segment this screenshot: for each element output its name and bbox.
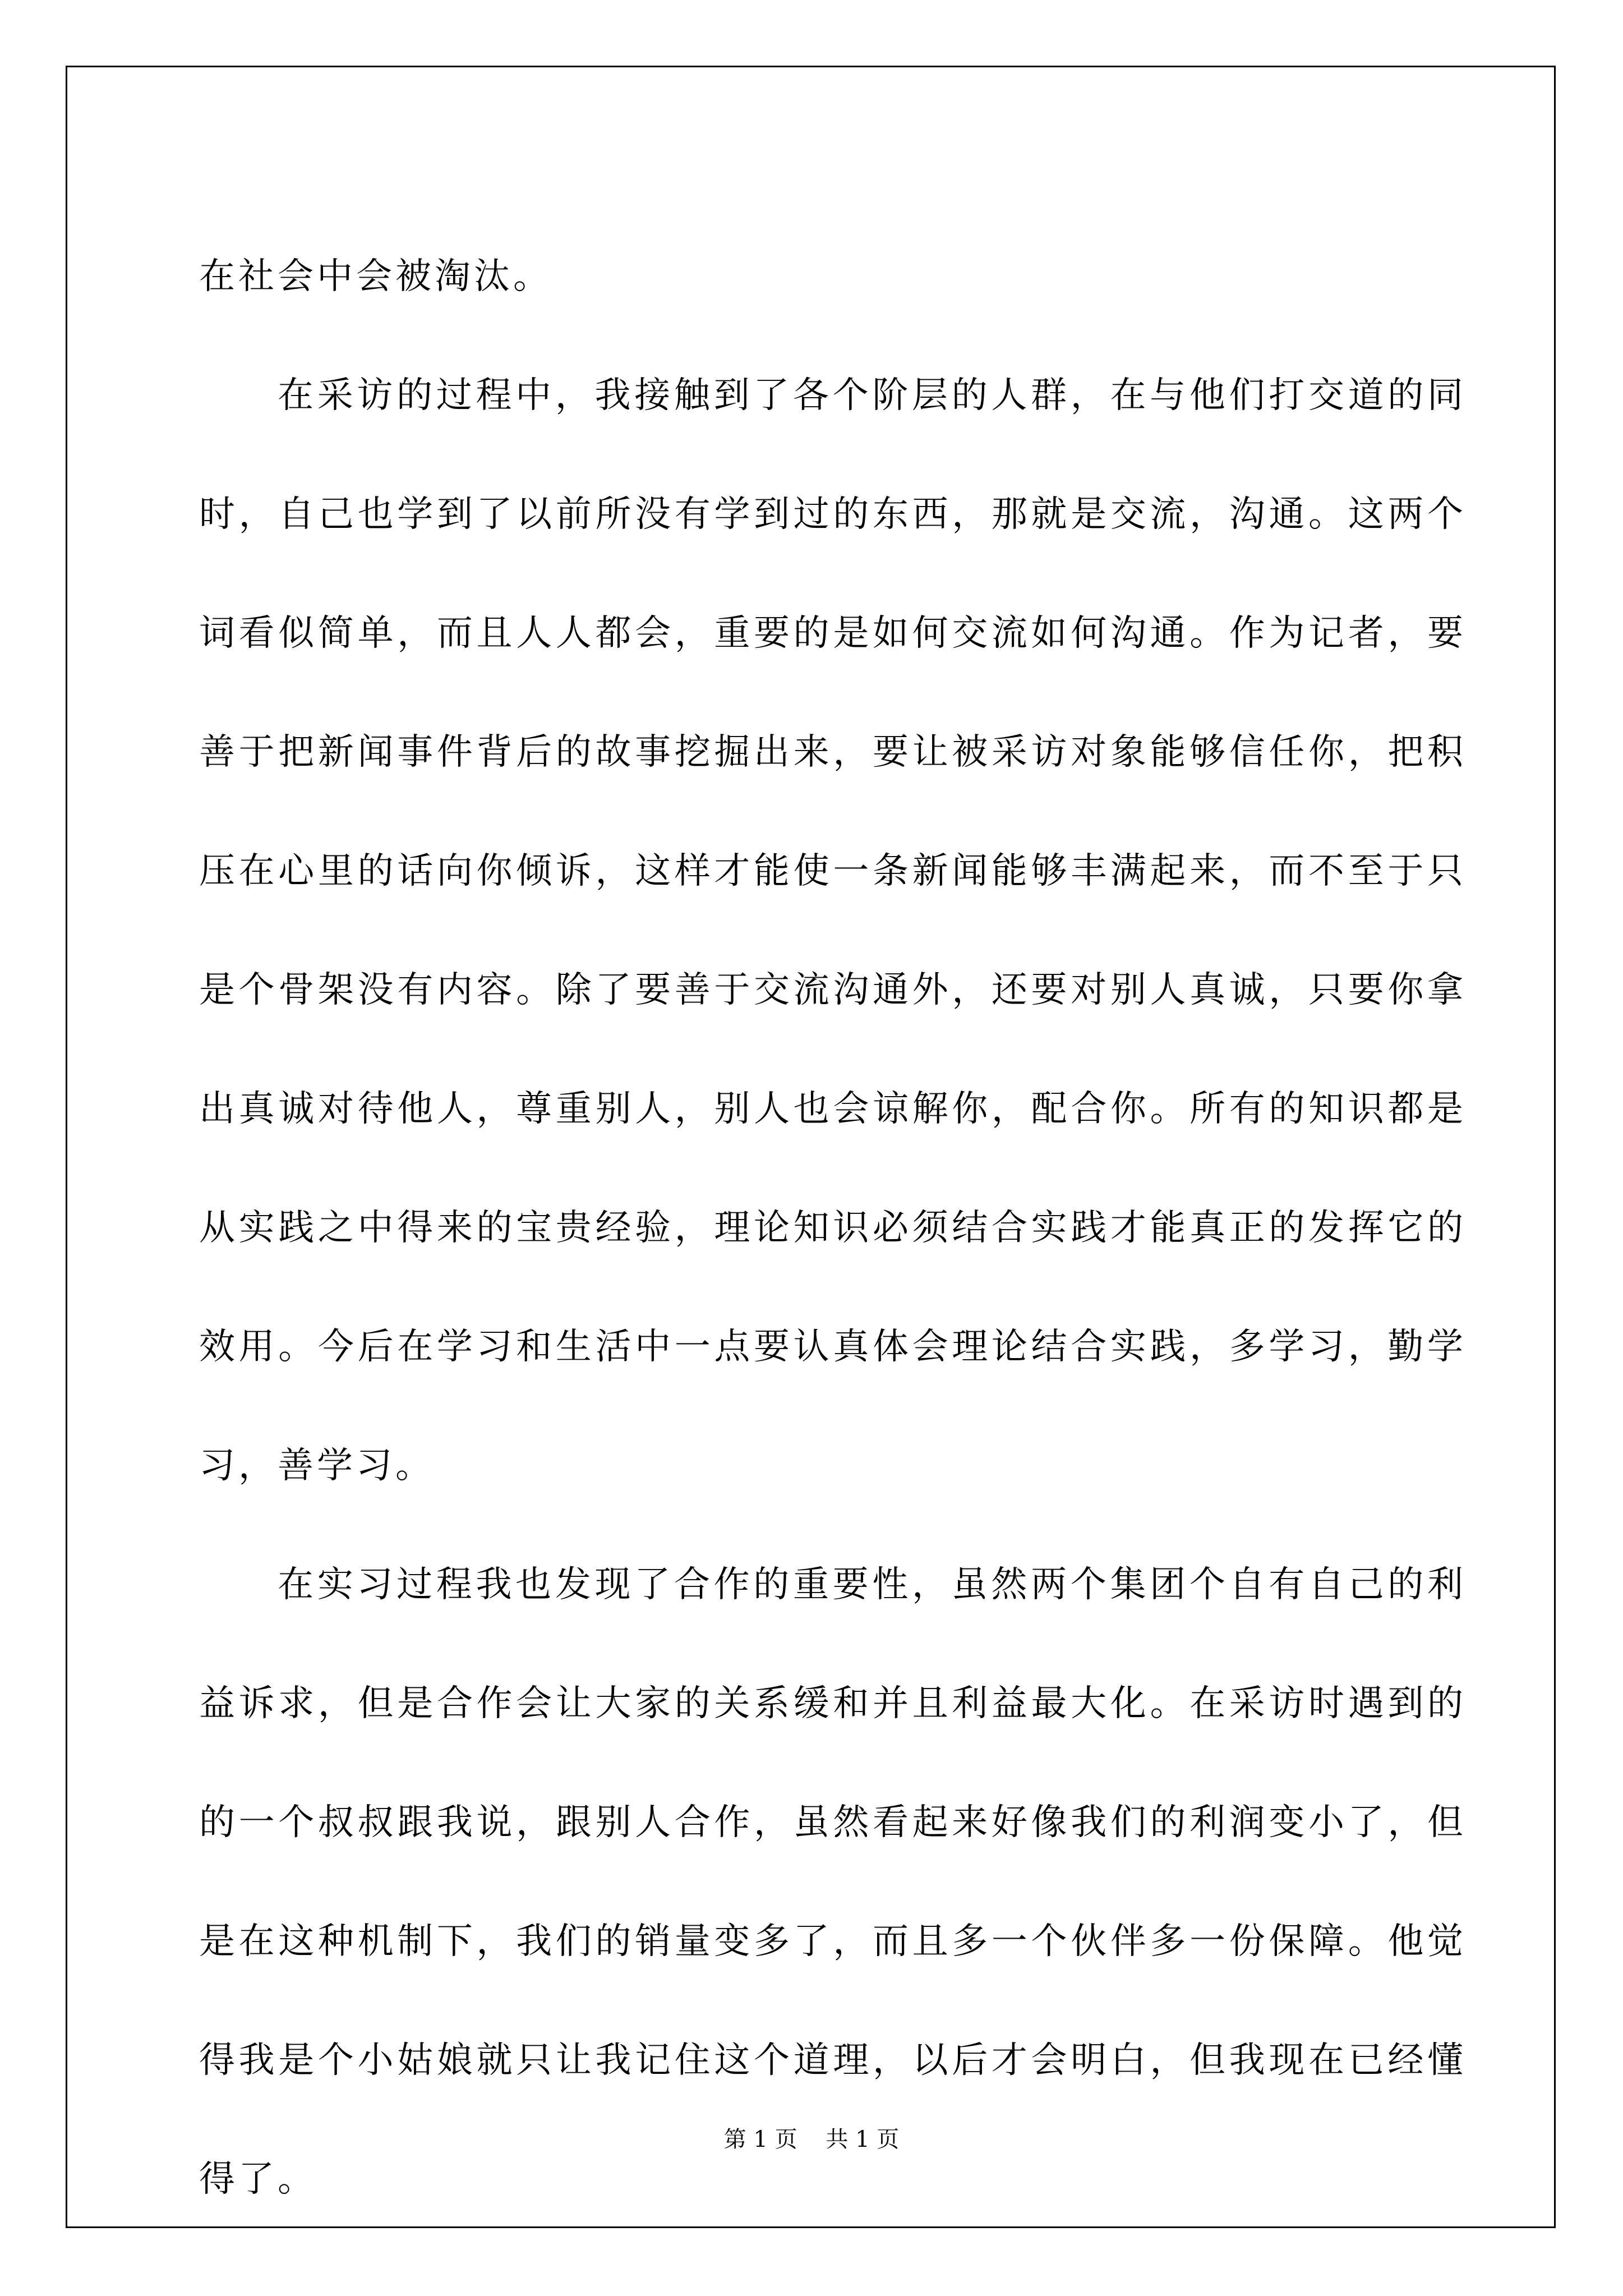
paragraph-1: 在社会中会被淘汰。 xyxy=(199,256,552,297)
paragraph-2: 在采访的过程中，我接触到了各个阶层的人群，在与他们打交道的同时，自己也学到了以前所没有学到过的东西，那就是交流，沟通。这两个词看似简单，而且人人都会，重要的是如何交流如何沟通。作为记者，要善于把新闻事件背后的故事挖掘出来，要让被采访对象能够信任你，把积压在心里的话向你倾诉，这样才能使一条新闻能够丰满起来，而不至于只是个骨架没有内容。除了要善于交流沟通外，还要对别人真诚，只要你拿出真诚对待他人，尊重别人，别人也会谅解你，配合你。所有的知识都是从实践之中得来的宝贵经验，理论知识必须结合实践才能真正的发挥它的效用。今后在学习和生活中一点要认真体会理论结合实践，多学习，勤学习，善学习。 xyxy=(199,375,1467,1487)
page-footer: 第 1 页 共 1 页 xyxy=(723,2127,900,2152)
document-body xyxy=(199,217,1467,2239)
paragraph-3: 在实习过程我也发现了合作的重要性，虽然两个集团个自有自己的利益诉求，但是合作会让大家的关系缓和并且利益最大化。在采访时遇到的的一个叔叔跟我说，跟别人合作，虽然看起来好像我们的利润变小了，但是在这种机制下，我们的销量变多了，而且多一个伙伴多一份保障。他觉得我是个小姑娘就只让我记住这个道理，以后才会明白，但我现在已经懂得了。 xyxy=(199,1564,1467,2200)
